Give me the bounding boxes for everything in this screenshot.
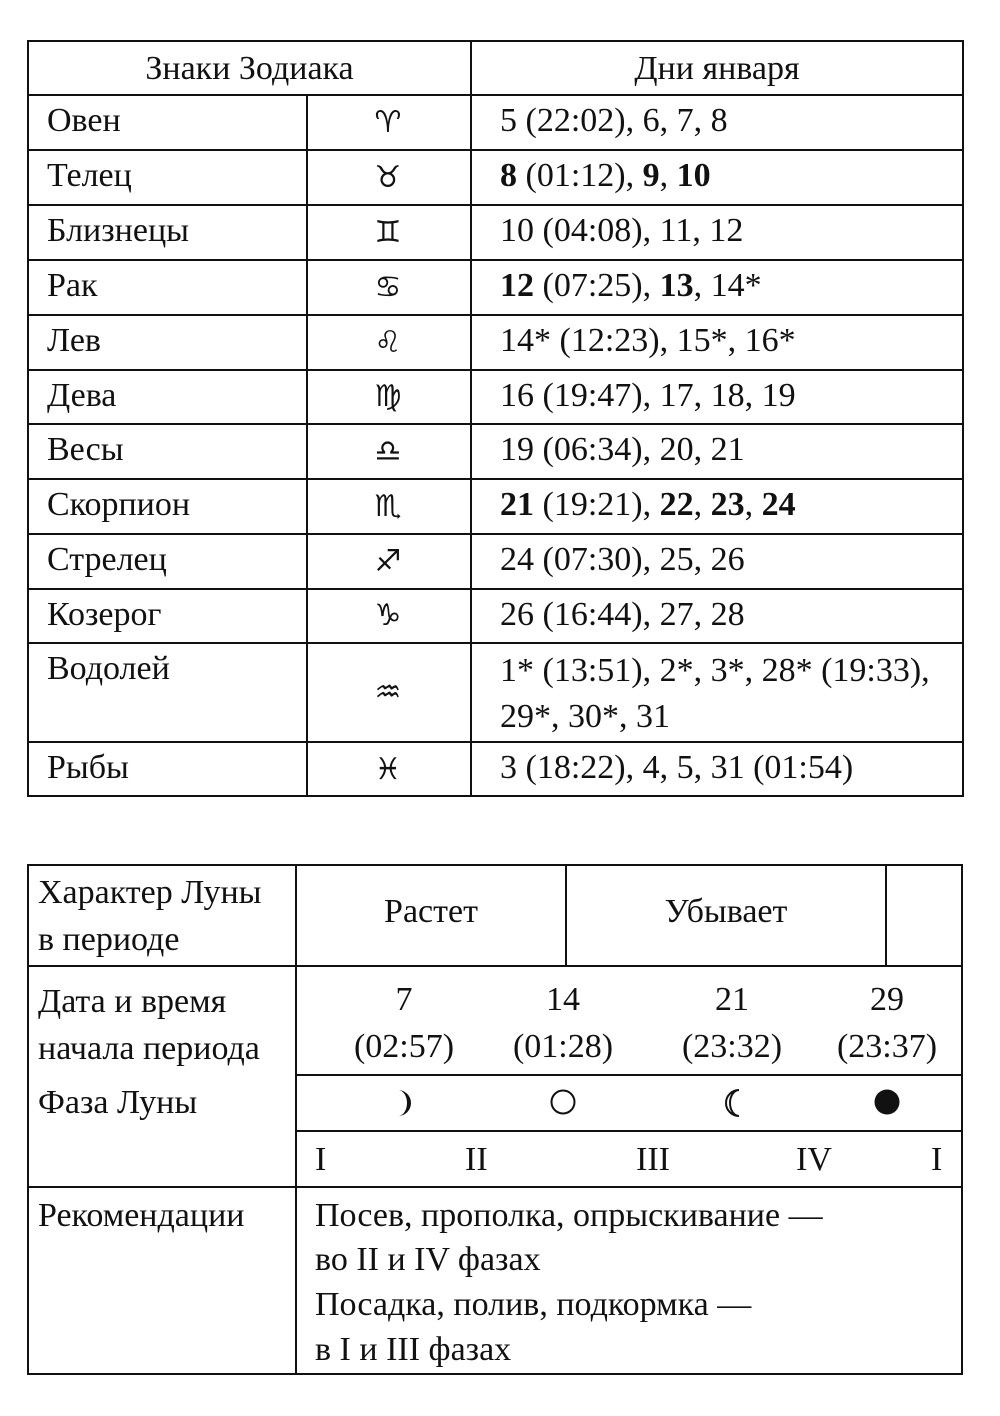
row-divider — [27, 204, 964, 206]
column-divider — [470, 40, 472, 797]
period-time: (23:37) — [836, 1028, 938, 1065]
days-segment: , — [659, 157, 677, 194]
period-time: (02:57) — [353, 1028, 455, 1065]
sign-days — [500, 101, 728, 141]
phase-number: III — [636, 1141, 670, 1178]
days-segment: 10 (04:08), 11, 12 — [500, 212, 744, 249]
sign-name: Весы — [47, 431, 124, 468]
row-divider — [27, 314, 964, 316]
recommendation-line: во II и IV фазах — [315, 1241, 541, 1278]
row-divider — [27, 259, 964, 261]
row-divider — [27, 642, 964, 644]
sign-days — [500, 156, 711, 196]
zodiac-symbol-icon: ♋ — [374, 270, 402, 305]
days-bold-segment: 8 — [500, 157, 517, 194]
days-bold-segment: 10 — [676, 157, 711, 194]
zodiac-symbol-icon: ♌ — [374, 325, 402, 360]
sign-days — [500, 430, 745, 470]
days-segment: 14* (12:23), 15*, 16* — [500, 322, 796, 359]
new-moon-icon — [873, 1088, 901, 1116]
date-label-line-2: начала периода — [38, 1030, 260, 1067]
days-segment: 19 (06:34), 20, 21 — [500, 431, 745, 468]
sign-days: 1* (13:51), 2*, 3*, 28* (19:33), — [500, 652, 930, 689]
sign-name: Телец — [47, 157, 132, 194]
phase-label: Фаза Луны — [38, 1084, 198, 1121]
recommendation-line: в I и III фазах — [315, 1331, 512, 1368]
days-segment: 3 (18:22), 4, 5, 31 (01:54) — [500, 749, 854, 786]
row-divider — [27, 741, 964, 743]
column-divider — [295, 864, 297, 1375]
sign-name: Дева — [47, 377, 117, 414]
sign-days — [500, 595, 745, 635]
days-segment: 24 (07:30), 25, 26 — [500, 541, 745, 578]
zodiac-symbol-icon: ♈ — [374, 105, 402, 140]
period-day: 29 — [870, 981, 904, 1018]
phase-number: I — [931, 1141, 943, 1178]
period-day: 21 — [715, 981, 749, 1018]
character-label-line-2: в периоде — [38, 921, 180, 958]
days-segment: 5 — [500, 102, 517, 139]
zodiac-symbol-icon: ♊ — [374, 215, 402, 250]
sign-days: 29*, 30*, 31 — [500, 698, 670, 735]
sign-days — [500, 540, 745, 580]
character-label-line-1: Характер Луны — [38, 874, 262, 911]
phase-number: II — [465, 1141, 488, 1178]
row-divider — [27, 149, 964, 151]
days-bold-segment: 24 — [761, 486, 796, 523]
zodiac-symbol-icon: ♍ — [374, 379, 402, 414]
period-time: (23:32) — [681, 1028, 783, 1065]
sign-name: Водолей — [47, 650, 170, 687]
days-segment: , — [744, 486, 762, 523]
row-divider — [27, 1186, 963, 1188]
zodiac-symbol-icon: ♎ — [374, 434, 402, 469]
period-day: 7 — [395, 981, 413, 1018]
days-segment: (07:25), — [534, 267, 660, 304]
column-divider — [885, 864, 887, 966]
sign-name: Рыбы — [47, 749, 129, 786]
days-bold-segment: 9 — [642, 157, 660, 194]
row-divider — [27, 423, 964, 425]
zodiac-symbol-icon: ♉ — [374, 160, 402, 195]
sign-days — [500, 211, 743, 251]
days-bold-segment: 23 — [710, 486, 745, 523]
recommendation-line: Посадка, полив, подкормка — — [315, 1286, 752, 1323]
days-segment: (19:21), — [534, 486, 660, 523]
days-segment: , 14* — [693, 267, 762, 304]
zodiac-symbol-icon: ♒ — [374, 675, 402, 710]
days-bold-segment: 22 — [659, 486, 694, 523]
phase-number: IV — [796, 1141, 832, 1178]
waning-label: Убывает — [664, 893, 788, 930]
row-divider — [27, 965, 963, 967]
zodiac-symbol-icon: ♑ — [374, 598, 402, 633]
header-days: Дни января — [634, 50, 800, 87]
days-bold-segment: 21 — [500, 486, 534, 523]
days-bold-segment: 13 — [659, 267, 694, 304]
days-segment: 16 (19:47), 17, 18, 19 — [500, 377, 796, 414]
first-quarter-moon-icon — [392, 1088, 418, 1118]
sign-days — [500, 748, 853, 788]
period-time: (01:28) — [512, 1028, 614, 1065]
sign-name: Козерог — [47, 596, 162, 633]
zodiac-symbol-icon: ♓ — [374, 752, 402, 787]
row-divider — [295, 1130, 963, 1132]
row-divider — [295, 1074, 963, 1076]
sign-name: Близнецы — [47, 212, 189, 249]
days-segment: 26 (16:44), 27, 28 — [500, 596, 745, 633]
days-bold-segment: 12 — [500, 267, 534, 304]
sign-days — [500, 266, 762, 306]
last-quarter-moon-icon — [719, 1088, 745, 1118]
sign-name: Стрелец — [47, 541, 167, 578]
zodiac-symbol-icon: ♐ — [374, 544, 402, 579]
sign-name: Рак — [47, 267, 98, 304]
row-divider — [27, 588, 964, 590]
row-divider — [27, 478, 964, 480]
sign-days — [500, 321, 796, 361]
full-moon-icon — [549, 1088, 577, 1116]
period-day: 14 — [546, 981, 580, 1018]
phase-number: I — [315, 1141, 327, 1178]
sign-days — [500, 485, 796, 525]
recommendations-label: Рекомендации — [38, 1197, 245, 1234]
header-signs: Знаки Зодиака — [145, 50, 354, 87]
zodiac-symbol-icon: ♏ — [374, 489, 402, 524]
row-divider — [27, 94, 964, 96]
recommendation-line: Посев, прополка, опрыскивание — — [315, 1197, 823, 1234]
sign-days — [500, 376, 796, 416]
days-segment: , — [693, 486, 711, 523]
days-segment: (22:02), 6, 7, 8 — [517, 102, 728, 139]
sign-name: Скорпион — [47, 486, 191, 523]
column-divider — [306, 95, 308, 797]
date-label-line-1: Дата и время — [38, 983, 227, 1020]
row-divider — [27, 369, 964, 371]
sign-name: Лев — [47, 322, 101, 359]
growing-label: Растет — [384, 893, 478, 930]
days-segment: (01:12), — [517, 157, 643, 194]
sign-name: Овен — [47, 102, 121, 139]
row-divider — [27, 533, 964, 535]
